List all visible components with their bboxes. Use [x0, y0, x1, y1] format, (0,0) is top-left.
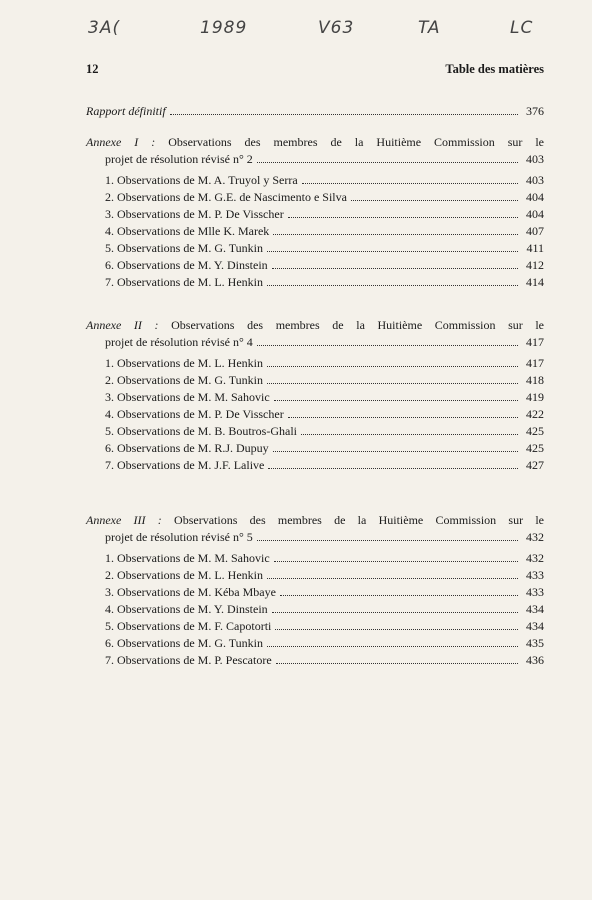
- annex-page: 417: [526, 335, 544, 349]
- toc-entry: [86, 457, 544, 474]
- page-header: [86, 62, 544, 77]
- toc-entry-label: 5. Observations de M. G. Tunkin: [105, 241, 264, 255]
- annex-title-cont: projet de résolution révisé n° 5: [105, 530, 253, 544]
- annex-title-row: [86, 334, 544, 351]
- toc-entry: [86, 240, 544, 257]
- dot-leader: [267, 578, 518, 579]
- toc-entry-page: 427: [526, 458, 544, 472]
- dot-leader: [267, 285, 518, 286]
- handwritten-annotations: [0, 18, 592, 48]
- handwritten-note-4: TA: [418, 18, 441, 38]
- annex-page: 403: [526, 152, 544, 166]
- toc-entry-label: 7. Observations de M. P. Pescatore: [105, 653, 272, 667]
- toc-entry-label: 3. Observations de M. Kéba Mbaye: [105, 585, 276, 599]
- dot-leader: [272, 612, 518, 613]
- dot-leader: [288, 417, 518, 418]
- toc-entry-label: 6. Observations de M. G. Tunkin: [105, 636, 264, 650]
- dot-leader: [302, 183, 518, 184]
- annex-page: 432: [526, 530, 544, 544]
- toc-entry-label: 1. Observations de M. L. Henkin: [105, 356, 263, 370]
- dot-leader: [267, 366, 518, 367]
- toc-entry-label: 3. Observations de M. M. Sahovic: [105, 390, 270, 404]
- toc-entry: [86, 206, 544, 223]
- dot-leader: [276, 663, 518, 664]
- toc-entry-page: 425: [526, 424, 544, 438]
- toc-entry-label: 6. Observations de M. Y. Dinstein: [105, 258, 268, 272]
- toc-entry-page: 403: [526, 173, 544, 187]
- toc-entry-label: 4. Observations de M. P. De Visscher: [105, 407, 284, 421]
- annex-prefix: Annexe I :: [86, 135, 156, 149]
- annex-title-text: Observations des membres de la Huitième Commission sur le: [161, 513, 544, 527]
- toc-entry: [86, 172, 544, 189]
- toc-entry-label: 7. Observations de M. J.F. Lalive: [105, 458, 265, 472]
- dot-leader: [257, 162, 518, 163]
- toc-entry-label: 4. Observations de M. Y. Dinstein: [105, 602, 268, 616]
- dot-leader: [274, 561, 518, 562]
- annex-items-2: [86, 355, 544, 474]
- annex-prefix: Annexe II :: [86, 318, 159, 332]
- annex-title-line: [86, 317, 544, 334]
- toc-entry: [86, 423, 544, 440]
- dot-leader: [274, 400, 518, 401]
- handwritten-note-3: V63: [318, 18, 355, 38]
- annex-title-text: Observations des membres de la Huitième Commission sur le: [155, 135, 544, 149]
- toc-entry: [86, 274, 544, 291]
- toc-entry-page: 407: [526, 224, 544, 238]
- annex-heading-3: [86, 512, 544, 546]
- dot-leader: [273, 234, 518, 235]
- dot-leader: [275, 629, 518, 630]
- toc-entry-label: 1. Observations de M. M. Sahovic: [105, 551, 270, 565]
- dot-leader: [272, 268, 518, 269]
- toc-entry-label: 7. Observations de M. L. Henkin: [105, 275, 263, 289]
- toc-entry-page: 411: [526, 241, 544, 255]
- annex-title-text: Observations des membres de la Huitième Commission sur le: [158, 318, 545, 332]
- toc-entry: [86, 635, 544, 652]
- toc-entry: [86, 406, 544, 423]
- page-number: 12: [86, 62, 99, 76]
- toc-entry: [86, 567, 544, 584]
- toc-entry-label: 3. Observations de M. P. De Visscher: [105, 207, 284, 221]
- dot-leader: [267, 646, 518, 647]
- toc-entry-label: 5. Observations de M. F. Capotorti: [105, 619, 272, 633]
- toc-entry: [86, 584, 544, 601]
- toc-entry: [86, 389, 544, 406]
- toc-entry-label: Rapport définitif: [86, 104, 166, 118]
- dot-leader: [288, 217, 518, 218]
- handwritten-note-2: 1989: [200, 18, 248, 38]
- dot-leader: [267, 383, 518, 384]
- dot-leader: [280, 595, 518, 596]
- annex-title-cont: projet de résolution révisé n° 2: [105, 152, 253, 166]
- running-title: Table des matières: [445, 62, 544, 76]
- toc-entry-page: 404: [526, 207, 544, 221]
- toc-entry-page: 434: [526, 602, 544, 616]
- toc-entry-page: 414: [526, 275, 544, 289]
- toc-entry-label: 1. Observations de M. A. Truyol y Serra: [105, 173, 298, 187]
- annex-prefix: Annexe III :: [86, 513, 162, 527]
- toc-entry-page: 376: [526, 104, 544, 118]
- handwritten-note-1: 3A(: [88, 18, 121, 38]
- toc-entry-label: 2. Observations de M. G.E. de Nascimento e Silva: [105, 190, 347, 204]
- toc-entry: [86, 355, 544, 372]
- handwritten-note-5: LC: [510, 18, 534, 38]
- toc-entry-page: 412: [526, 258, 544, 272]
- dot-leader: [268, 468, 518, 469]
- dot-leader: [257, 345, 518, 346]
- toc-entry-label: 2. Observations de M. G. Tunkin: [105, 373, 264, 387]
- annex-title-row: [86, 151, 544, 168]
- dot-leader: [170, 114, 518, 115]
- toc-entry: [86, 189, 544, 206]
- annex-heading-1: [86, 134, 544, 168]
- toc-entry: [86, 550, 544, 567]
- annex-title-cont: projet de résolution révisé n° 4: [105, 335, 253, 349]
- toc-entry-page: 433: [526, 568, 544, 582]
- toc-entry-label: 2. Observations de M. L. Henkin: [105, 568, 263, 582]
- toc-entry-page: 404: [526, 190, 544, 204]
- dot-leader: [273, 451, 518, 452]
- toc-entry-page: 435: [526, 636, 544, 650]
- toc-entry-rapport: [86, 103, 544, 120]
- toc-entry: [86, 257, 544, 274]
- toc-entry-label: 6. Observations de M. R.J. Dupuy: [105, 441, 269, 455]
- toc-entry-page: 417: [526, 356, 544, 370]
- toc-entry: [86, 652, 544, 669]
- toc-entry-page: 432: [526, 551, 544, 565]
- toc-entry-page: 425: [526, 441, 544, 455]
- toc-entry-page: 422: [526, 407, 544, 421]
- annex-title-row: [86, 529, 544, 546]
- dot-leader: [257, 540, 518, 541]
- dot-leader: [351, 200, 518, 201]
- annex-items-1: [86, 172, 544, 291]
- toc-entry-page: 419: [526, 390, 544, 404]
- toc-entry: [86, 601, 544, 618]
- annex-items-3: [86, 550, 544, 669]
- toc-entry-page: 434: [526, 619, 544, 633]
- toc-entry: [86, 440, 544, 457]
- toc-entry-page: 433: [526, 585, 544, 599]
- toc-entry-label: 5. Observations de M. B. Boutros-Ghali: [105, 424, 297, 438]
- toc-entry: [86, 372, 544, 389]
- dot-leader: [267, 251, 518, 252]
- toc-entry: [86, 223, 544, 240]
- dot-leader: [301, 434, 518, 435]
- annex-heading-2: [86, 317, 544, 351]
- annex-title-line: [86, 134, 544, 151]
- toc-entry-page: 436: [526, 653, 544, 667]
- toc-entry: [86, 618, 544, 635]
- annex-title-line: [86, 512, 544, 529]
- table-of-contents: [86, 103, 544, 669]
- toc-entry-label: 4. Observations de Mlle K. Marek: [105, 224, 270, 238]
- toc-entry-page: 418: [526, 373, 544, 387]
